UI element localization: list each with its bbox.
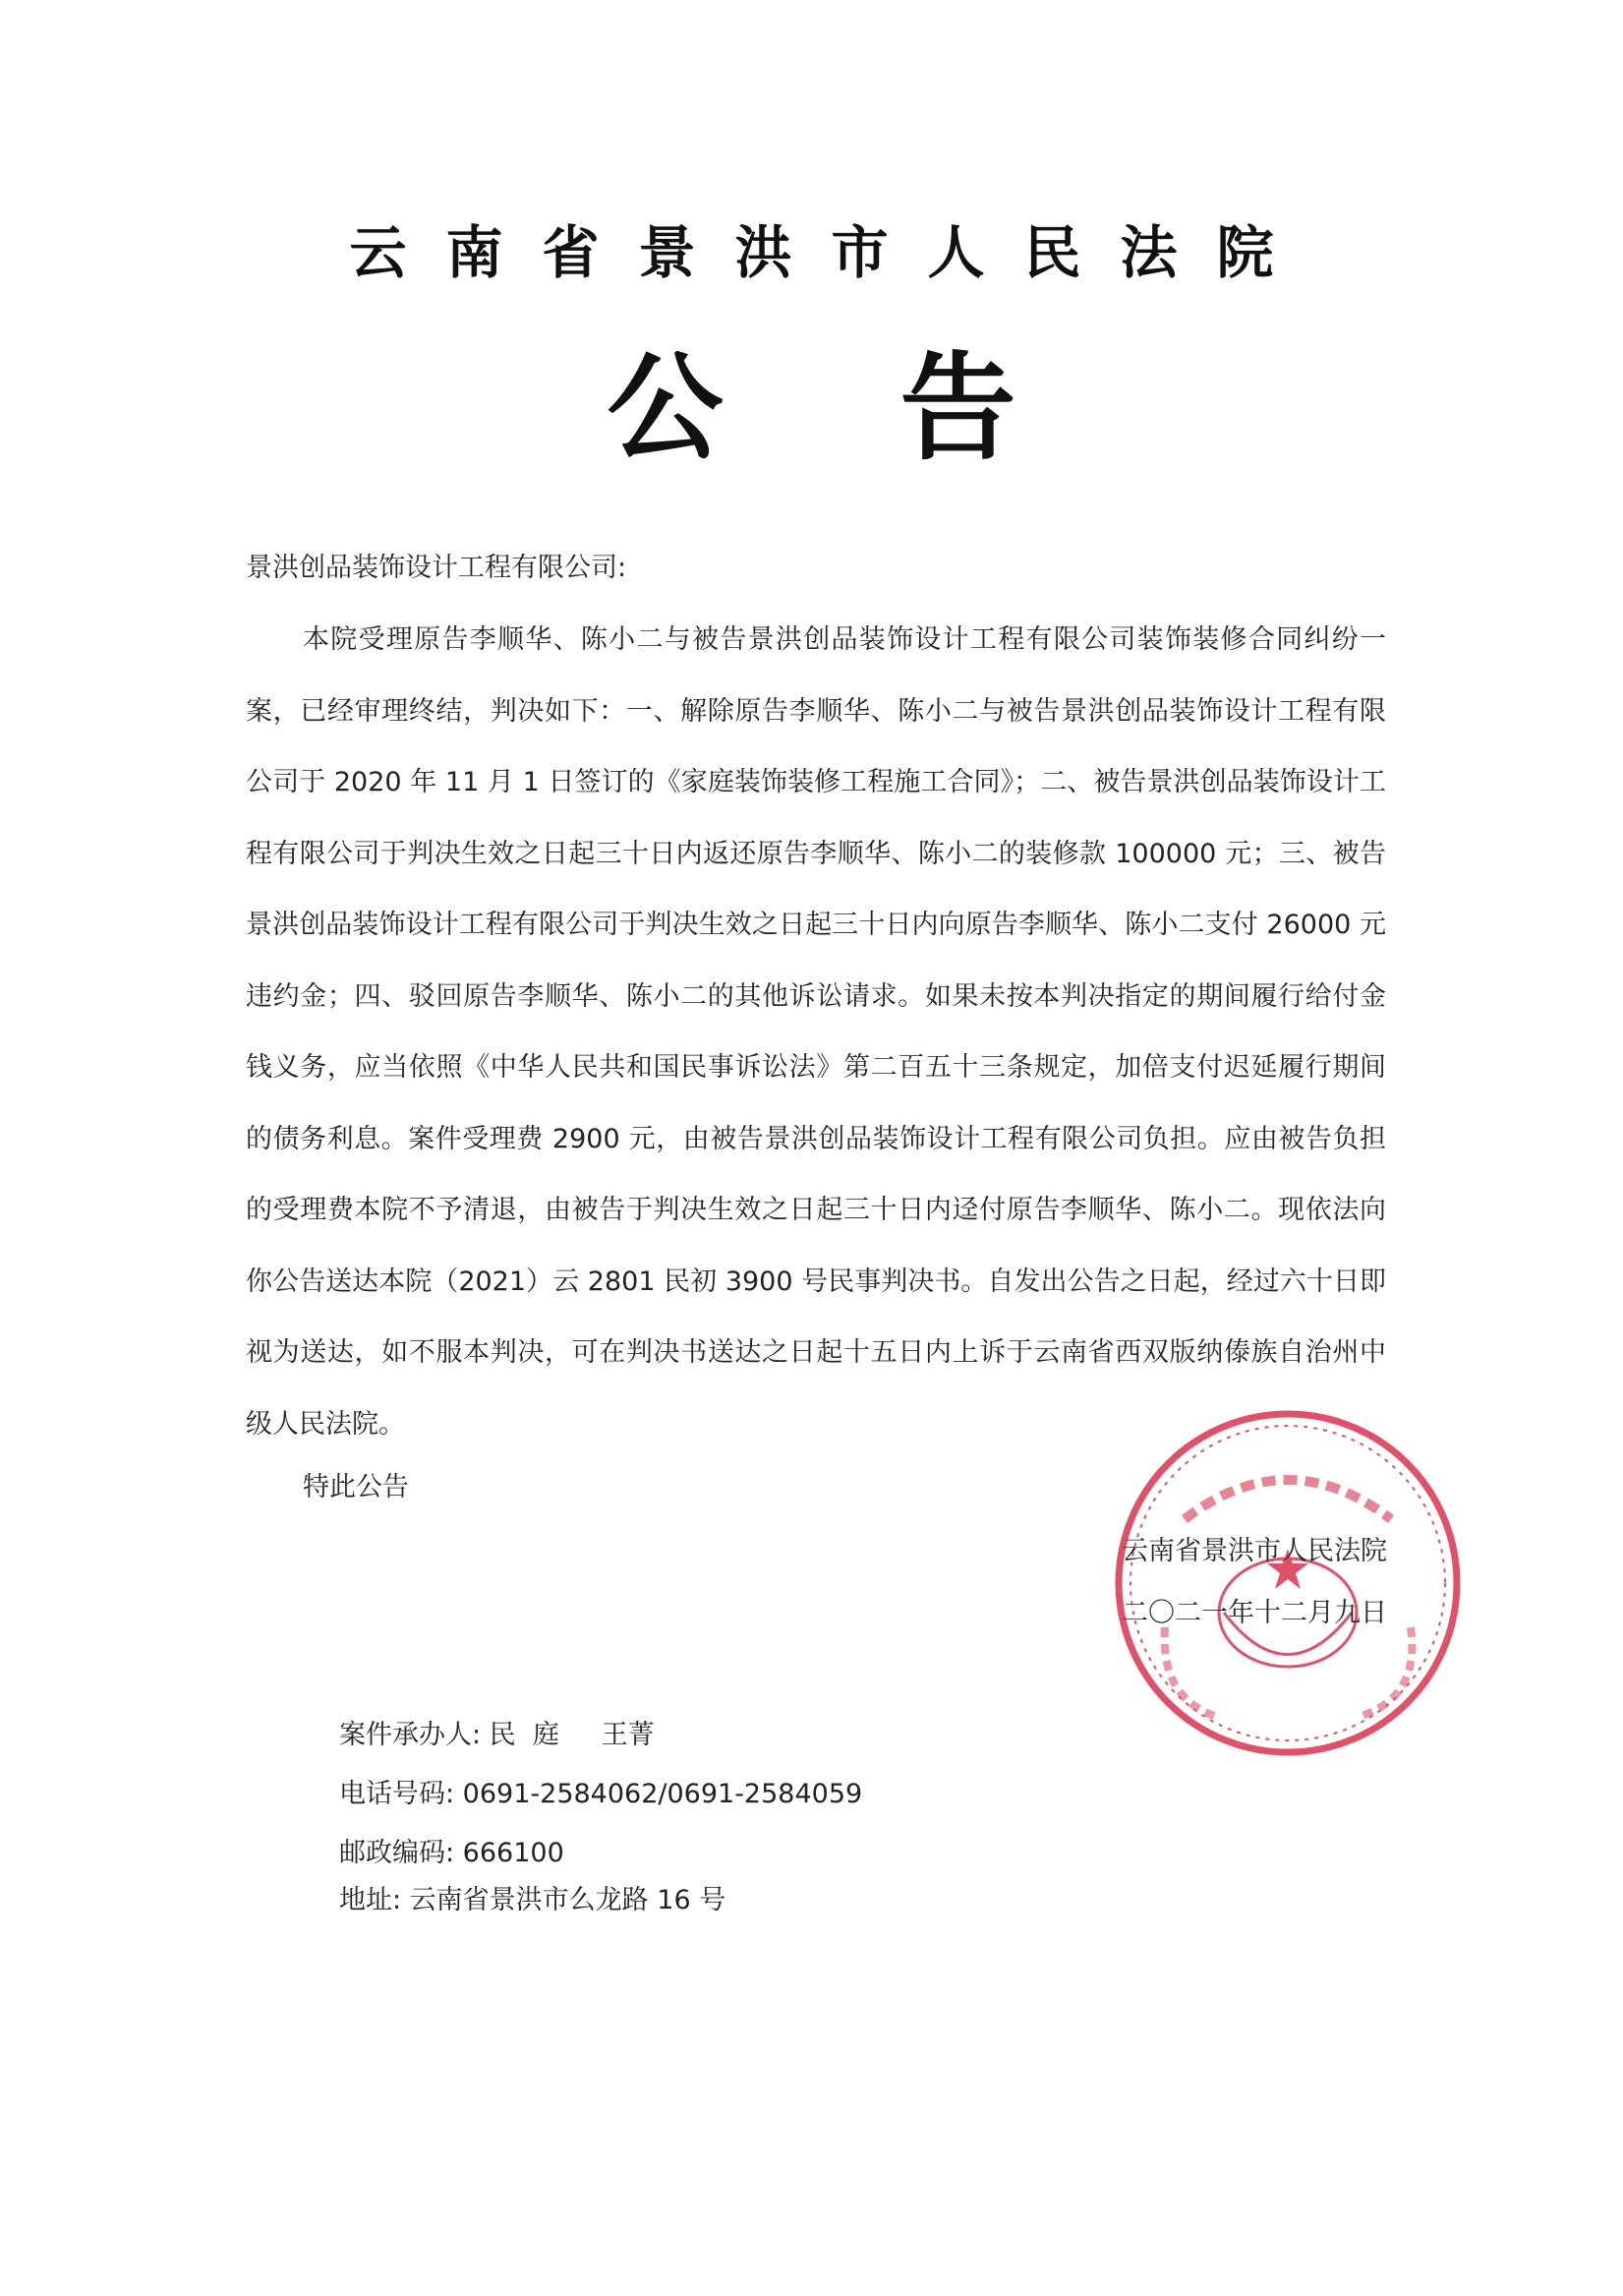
signing-court: 云南省景洪市人民法院 <box>1122 1536 1387 1566</box>
court-seal-stamp <box>1106 1401 1470 1765</box>
address: 地址: 云南省景洪市么龙路 16 号 <box>339 1885 726 1915</box>
closing-phrase: 特此公告 <box>303 1472 409 1502</box>
notice-body: 本院受理原告李顺华、陈小二与被告景洪创品装饰设计工程有限公司装饰装修合同纠纷一案，已经审理终结，判决如下：一、解除原告李顺华、陈小二与被告景洪创品装饰设计工程有限公司于 2020 年 11 月 1 日签订的《家庭装饰装修工程施工合同》；二、被告景洪创品装饰设计工程有限公司于判决生效之日起三十日内返还原告李顺华、陈小二的装修款 100000 元；三、被告景洪创品装饰设计工程有限公司于判决生效之日起三十日内向原告李顺华、陈小二支付 26000 元违约金；四、驳回原告李顺华、陈小二的其他诉讼请求。如果未按本判决指定的期间履行给付金钱义务，应当依照《中华人民共和国民事诉讼法》第二百五十三条规定，加倍支付迟延履行期间的债务利息。案件受理费 2900 元，由被告景洪创品装饰设计工程有限公司负担。应由被告负担的受理费本院不予清退，由被告于判决生效之日起三十日内迳付原告李顺华、陈小二。现依法向你公告送达本院（2021）云 2801 民初 3900 号民事判决书。自发出公告之日起，经过六十日即视为送达，如不服本判决，可在判决书送达之日起十五日内上诉于云南省西双版纳傣族自治州中级人民法院。 <box>246 624 1386 1440</box>
postal-code: 邮政编码: 666100 <box>339 1838 564 1868</box>
phone-number: 电话号码: 0691-2584062/0691-2584059 <box>339 1779 863 1809</box>
document-title: 公告 <box>607 339 1193 476</box>
case-handler: 案件承办人: 民 庭 王菁 <box>339 1720 655 1750</box>
signing-date: 二〇二一年十二月九日 <box>1122 1598 1387 1628</box>
addressee: 景洪创品装饰设计工程有限公司: <box>246 553 627 583</box>
court-title: 云南省景洪市人民法院 <box>349 219 1313 286</box>
